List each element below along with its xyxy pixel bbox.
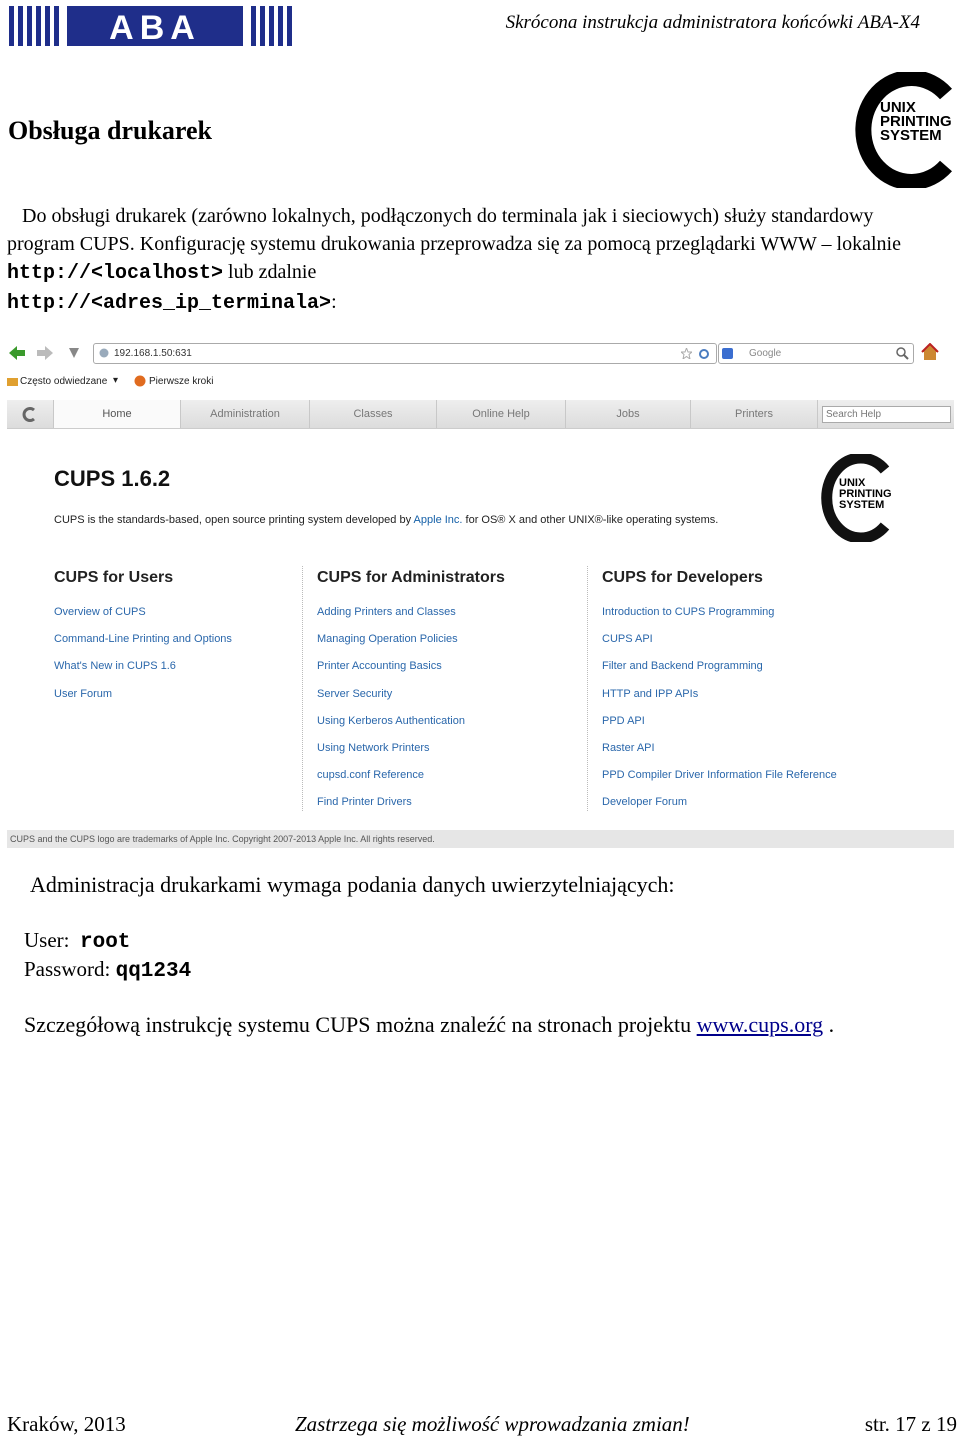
footer-left: Kraków, 2013 xyxy=(7,1412,126,1436)
cups-nav-tabs xyxy=(7,400,954,429)
cups-link[interactable]: Command-Line Printing and Options xyxy=(54,633,232,646)
cups-logo-small-line1: UNIX xyxy=(839,477,866,489)
google-icon xyxy=(722,348,742,359)
column-title-developers: CUPS for Developers xyxy=(602,569,763,586)
tab-printers[interactable]: Printers xyxy=(691,400,818,428)
url-text: 192.168.1.50:631 xyxy=(114,348,192,359)
history-icon[interactable] xyxy=(67,346,81,360)
cups-org-link[interactable]: www.cups.org xyxy=(696,1012,824,1037)
cups-link[interactable]: Developer Forum xyxy=(602,796,687,809)
magnifier-icon[interactable] xyxy=(896,347,909,360)
firefox-icon xyxy=(134,375,146,387)
cups-link[interactable]: PPD API xyxy=(602,714,645,727)
bookmark-frequent[interactable]: Często odwiedzane xyxy=(20,376,108,387)
password-value: qq1234 xyxy=(115,960,192,983)
reload-icon[interactable] xyxy=(698,348,710,359)
star-icon[interactable] xyxy=(681,348,692,359)
cups-logo-line1: UNIX xyxy=(880,99,916,116)
column-title-admins: CUPS for Administrators xyxy=(317,569,505,586)
browser-navbar xyxy=(7,336,954,370)
intro-paragraph xyxy=(7,202,937,318)
cups-link[interactable]: Managing Operation Policies xyxy=(317,633,458,646)
cups-small-logo-icon xyxy=(22,407,37,422)
folder-icon xyxy=(7,376,18,387)
globe-icon xyxy=(99,348,109,358)
home-icon[interactable] xyxy=(921,343,939,361)
url-remote: http://<adres_ip_terminala> xyxy=(7,292,332,315)
password-label: Password: xyxy=(24,957,111,981)
section-title: Obsługa drukarek xyxy=(8,116,212,145)
intro-text-2: lub zdalnie xyxy=(223,261,317,283)
cups-logo-line2: PRINTING xyxy=(880,113,952,130)
cups-link[interactable]: PPD Compiler Driver Information File Reference xyxy=(602,769,837,782)
cups-link[interactable]: Introduction to CUPS Programming xyxy=(602,606,775,618)
footer-page-number: str. 17 z 19 xyxy=(864,1412,957,1436)
cups-home-icon-tab[interactable] xyxy=(7,400,54,428)
cups-link[interactable]: Using Network Printers xyxy=(317,742,430,754)
chevron-down-icon[interactable]: ▾ xyxy=(113,375,119,386)
browser-search-placeholder: Google xyxy=(749,348,782,359)
tab-administration[interactable]: Administration xyxy=(181,400,310,428)
user-label: User: xyxy=(24,928,70,952)
bookmarks-bar xyxy=(7,372,954,392)
back-arrow-icon[interactable] xyxy=(9,346,25,360)
aba-logo xyxy=(9,6,297,46)
url-bar[interactable] xyxy=(93,343,717,364)
user-line xyxy=(24,928,130,954)
cups-link[interactable]: User Forum xyxy=(54,687,113,700)
footer-center: Zastrzega się możliwość wprowadzania zmian! xyxy=(295,1412,690,1436)
tab-jobs[interactable]: Jobs xyxy=(566,400,691,428)
cups-logo xyxy=(852,72,956,188)
cups-link[interactable]: Printer Accounting Basics xyxy=(317,660,442,673)
cups-link[interactable]: What's New in CUPS 1.6 xyxy=(54,660,176,673)
cups-logo-line3: SYSTEM xyxy=(880,127,942,144)
password-line xyxy=(24,957,191,983)
cups-footer-text: CUPS and the CUPS logo are trademarks of Apple Inc. Copyright 2007-2013 Apple Inc. All rights reserved. xyxy=(10,834,435,844)
tab-classes[interactable]: Classes xyxy=(310,400,437,428)
forward-arrow-icon[interactable] xyxy=(37,346,53,360)
url-local: http://<localhost> xyxy=(7,262,224,285)
cups-link[interactable]: Adding Printers and Classes xyxy=(317,606,456,618)
apple-link[interactable]: Apple Inc. xyxy=(413,514,463,526)
intro-text-1: Do obsługi drukarek (zarówno lokalnych, podłączonych do terminala jak i sieciowych) służy standardowy program CUPS. Konfigurację systemu drukowania przeprowadza się za pomocą przeglądarki WWW – lokalnie xyxy=(7,205,901,255)
bookmark-first-steps[interactable]: Pierwsze kroki xyxy=(149,376,214,387)
admin-text: Administracja drukarkami wymaga podania danych uwierzytelniających: xyxy=(30,872,675,897)
cups-logo-small-line3: SYSTEM xyxy=(839,499,885,511)
intro-text-3: : xyxy=(331,291,337,313)
tab-online-help[interactable]: Online Help xyxy=(437,400,566,428)
column-separator xyxy=(302,566,304,811)
aba-logo-text: ABA xyxy=(109,9,201,46)
cups-link[interactable]: CUPS API xyxy=(602,633,653,646)
cups-logo-small-line2: PRINTING xyxy=(839,488,892,500)
cups-logo-small xyxy=(819,454,893,542)
cups-search-input[interactable]: Search Help xyxy=(822,406,951,423)
tab-home[interactable]: Home xyxy=(54,400,181,428)
details-text: Szczegółową instrukcję systemu CUPS można znaleźć na stronach projektu www.cups.org . xyxy=(24,1012,835,1037)
cups-link[interactable]: Filter and Backend Programming xyxy=(602,660,763,673)
cups-version: CUPS 1.6.2 xyxy=(54,466,171,491)
cups-link[interactable]: cupsd.conf Reference xyxy=(317,769,425,782)
cups-link[interactable]: Server Security xyxy=(317,687,393,700)
column-title-users: CUPS for Users xyxy=(54,569,174,586)
cups-link[interactable]: Overview of CUPS xyxy=(54,606,146,618)
user-value: root xyxy=(80,931,131,954)
cups-link[interactable]: Using Kerberos Authentication xyxy=(317,714,465,727)
browser-search-box[interactable] xyxy=(718,343,914,364)
cups-footer xyxy=(7,830,954,848)
cups-screenshot xyxy=(7,336,954,848)
cups-link[interactable]: Raster API xyxy=(602,742,655,754)
cups-link[interactable]: Find Printer Drivers xyxy=(317,796,412,809)
cups-link[interactable]: HTTP and IPP APIs xyxy=(602,687,699,700)
header-title: Skrócona instrukcja administratora końcówki ABA-X4 xyxy=(505,12,920,33)
cups-tagline: CUPS is the standards-based, open source printing system developed by Apple Inc. for OS® X and other UNIX®-like operating systems. xyxy=(54,514,719,526)
column-separator xyxy=(587,566,589,811)
